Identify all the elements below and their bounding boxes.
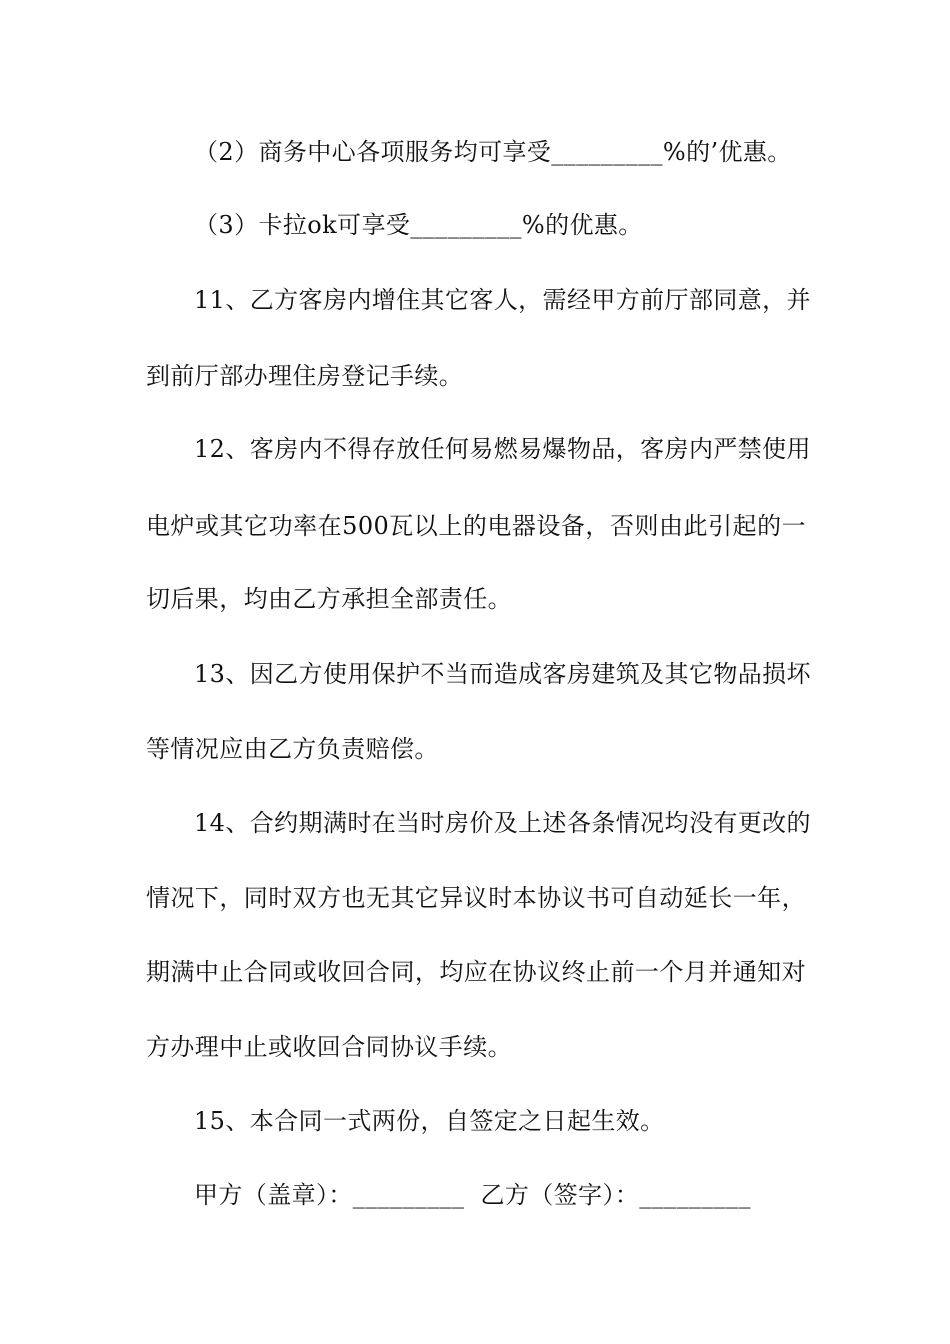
clause-11-line-1: 11、乙方客房内增住其它客人，需经甲方前厅部同意，并 xyxy=(194,286,811,314)
clause-11-line-2: 到前厅部办理住房登记手续。 xyxy=(146,362,464,390)
clause-14-line-1: 14、合约期满时在当时房价及上述各条情况均没有更改的 xyxy=(194,809,811,837)
clause-12-line-1: 12、客房内不得存放任何易燃易爆物品，客房内严禁使用 xyxy=(194,435,811,463)
clause-14-line-3: 期满中止合同或收回合同，均应在协议终止前一个月并通知对 xyxy=(146,958,806,986)
clause-14-line-4: 方办理中止或收回合同协议手续。 xyxy=(146,1033,512,1061)
clause-12-line-3: 切后果，均由乙方承担全部责任。 xyxy=(146,585,512,613)
clause-13-line-2: 等情况应由乙方负责赔偿。 xyxy=(146,735,439,763)
clause-13-line-1: 13、因乙方使用保护不当而造成客房建筑及其它物品损坏 xyxy=(194,660,811,688)
clause-14-line-2: 情况下，同时双方也无其它异议时本协议书可自动延长一年， xyxy=(146,884,806,912)
signature-line: 甲方（盖章）：_________ 乙方（签字）：_________ xyxy=(194,1181,751,1209)
clause-10-item-2: （2）商务中心各项服务均可享受_________%的’优惠。 xyxy=(194,138,792,166)
clause-12-line-2: 电炉或其它功率在500瓦以上的电器设备，否则由此引起的一 xyxy=(146,512,806,540)
clause-10-item-3: （3）卡拉ok可享受_________%的优惠。 xyxy=(194,211,643,239)
clause-15: 15、本合同一式两份，自签定之日起生效。 xyxy=(194,1107,665,1135)
